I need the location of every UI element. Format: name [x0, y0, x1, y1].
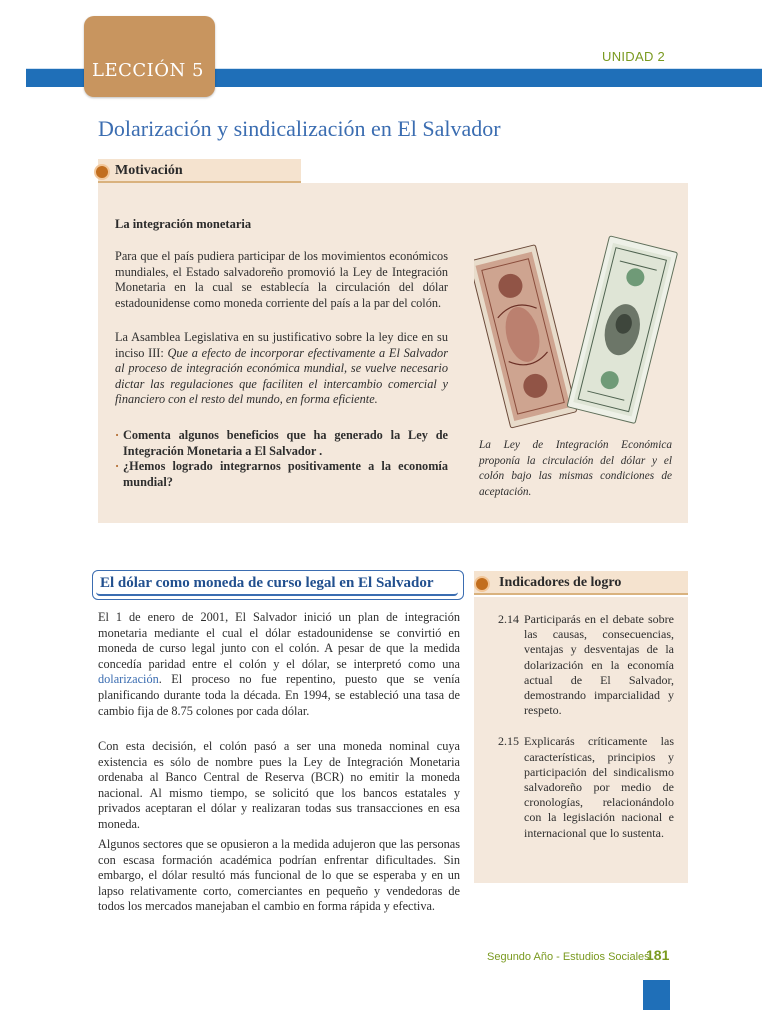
motivation-paragraph-1: Para que el país pudiera participar de los movimientos económicos mundiales, el Estado salvadoreño promovió la Ley de Integración Monetaria en la cual se establecía la circulación del dólar estadounidense como moneda corriente del país a la par del colón. — [115, 249, 448, 310]
section-2-paragraph-3: Algunos sectores que se opusieron a la medida adujeron que las personas con escasa formación académica podrían enfrentar dificultades. Sin embargo, el dólar resultó más funcional de lo que se esperaba y en un lapso relativamente corto, comerciantes en pequeño y vendedoras de todos los mercados manejaban el cambio en forma rápida y efectiva. — [98, 837, 460, 914]
indicator-number: 2.15 — [498, 734, 519, 749]
indicator-text: Participarás en el debate sobre las causas, consecuencias, ventajas y desventajas de la dolarización en la economía actual de El Salvador, demostrando imparcialidad y respeto. — [524, 612, 674, 718]
motivation-heading: Motivación — [115, 163, 183, 178]
page-number: 181 — [646, 947, 670, 963]
unit-label: UNIDAD 2 — [602, 49, 666, 64]
indicator-number: 2.14 — [498, 612, 519, 626]
corner-square — [643, 980, 670, 1010]
paragraph-1-before: El 1 de enero de 2001, El Salvador inició un plan de integración monetaria mediante el cual el dólar estadounidense se convirtió en moneda de curso legal junto con el colón. A pesar de que la medida concedía paridad entre el colón y el dólar, se interpretó como una — [98, 610, 460, 671]
bullet-icon: · — [115, 459, 120, 474]
indicators-heading: Indicadores de logro — [499, 575, 622, 590]
paragraph-2-quote: Que a efecto de incorporar efectivamente a El Salvador al proceso de integración económica mundial, se vuelve necesario dictar las regulaciones que faciliten el intercambio comercial y financiero con el resto del mundo, en forma eficiente. — [115, 345, 448, 407]
dollar-banknote — [567, 236, 677, 424]
dolarizacion-term: dolarización — [98, 672, 159, 687]
indicator-text: Explicarás críticamente las características, principios y participación del sindicalismo salvadoreño por medio de cronologías, relacionándolo con la legislación nacional e internacional que lo sustenta. — [524, 734, 674, 840]
question-2: ¿Hemos logrado integrarnos positivamente a la economía mundial? — [123, 459, 448, 489]
section-2-paragraph-2: Con esta decisión, el colón pasó a ser una moneda nominal cuya existencia es sólo de nombre pues la Ley de Integración Monetaria ordenaba al Banco Central de Reserva (BCR) no emitir la moneda nacional. Al mismo tiempo, se solicitó que los bancos estatales y privados aceptaran el dólar y realizaran todas sus transacciones en esa moneda. — [98, 739, 460, 831]
banknotes-image — [474, 222, 682, 430]
motivation-paragraph-2 — [115, 330, 448, 408]
motivation-questions — [115, 428, 448, 490]
indicators-bullet-icon — [474, 576, 490, 592]
bullet-icon: · — [115, 428, 120, 442]
question-1: Comenta algunos beneficios que ha generado la Ley de Integración Monetaria a El Salvador . — [123, 428, 448, 458]
paragraph-1-after: . El proceso no fue repentino, puesto que se venía planificando durante toda la década. En 1994, se estableció una tasa de cambio fija de 8.75 colones por cada dólar. — [98, 672, 460, 718]
lesson-tab — [84, 16, 215, 97]
footer-text: Segundo Año - Estudios Sociales — [487, 951, 650, 963]
list-item — [498, 734, 674, 840]
lesson-label: LECCIÓN 5 — [92, 60, 204, 81]
motivation-subtitle: La integración monetaria — [115, 217, 252, 231]
motivation-bullet-icon — [94, 164, 110, 180]
list-item — [498, 612, 674, 718]
list-item — [115, 428, 448, 459]
paragraph-2-intro: La Asamblea Legislativa en su justificativo sobre la ley dice en su inciso III: — [115, 330, 448, 360]
image-caption: La Ley de Integración Económica proponía la circulación del dólar y el colón bajo las mismas condiciones de aceptación. — [479, 439, 672, 498]
section-2-heading: El dólar como moneda de curso legal en El Salvador — [100, 575, 434, 591]
list-item — [115, 459, 448, 490]
page-title: Dolarización y sindicalización en El Salvador — [98, 116, 501, 141]
section-2-paragraph-1 — [98, 610, 460, 719]
colon-banknote — [474, 245, 577, 428]
indicators-list — [498, 612, 674, 841]
